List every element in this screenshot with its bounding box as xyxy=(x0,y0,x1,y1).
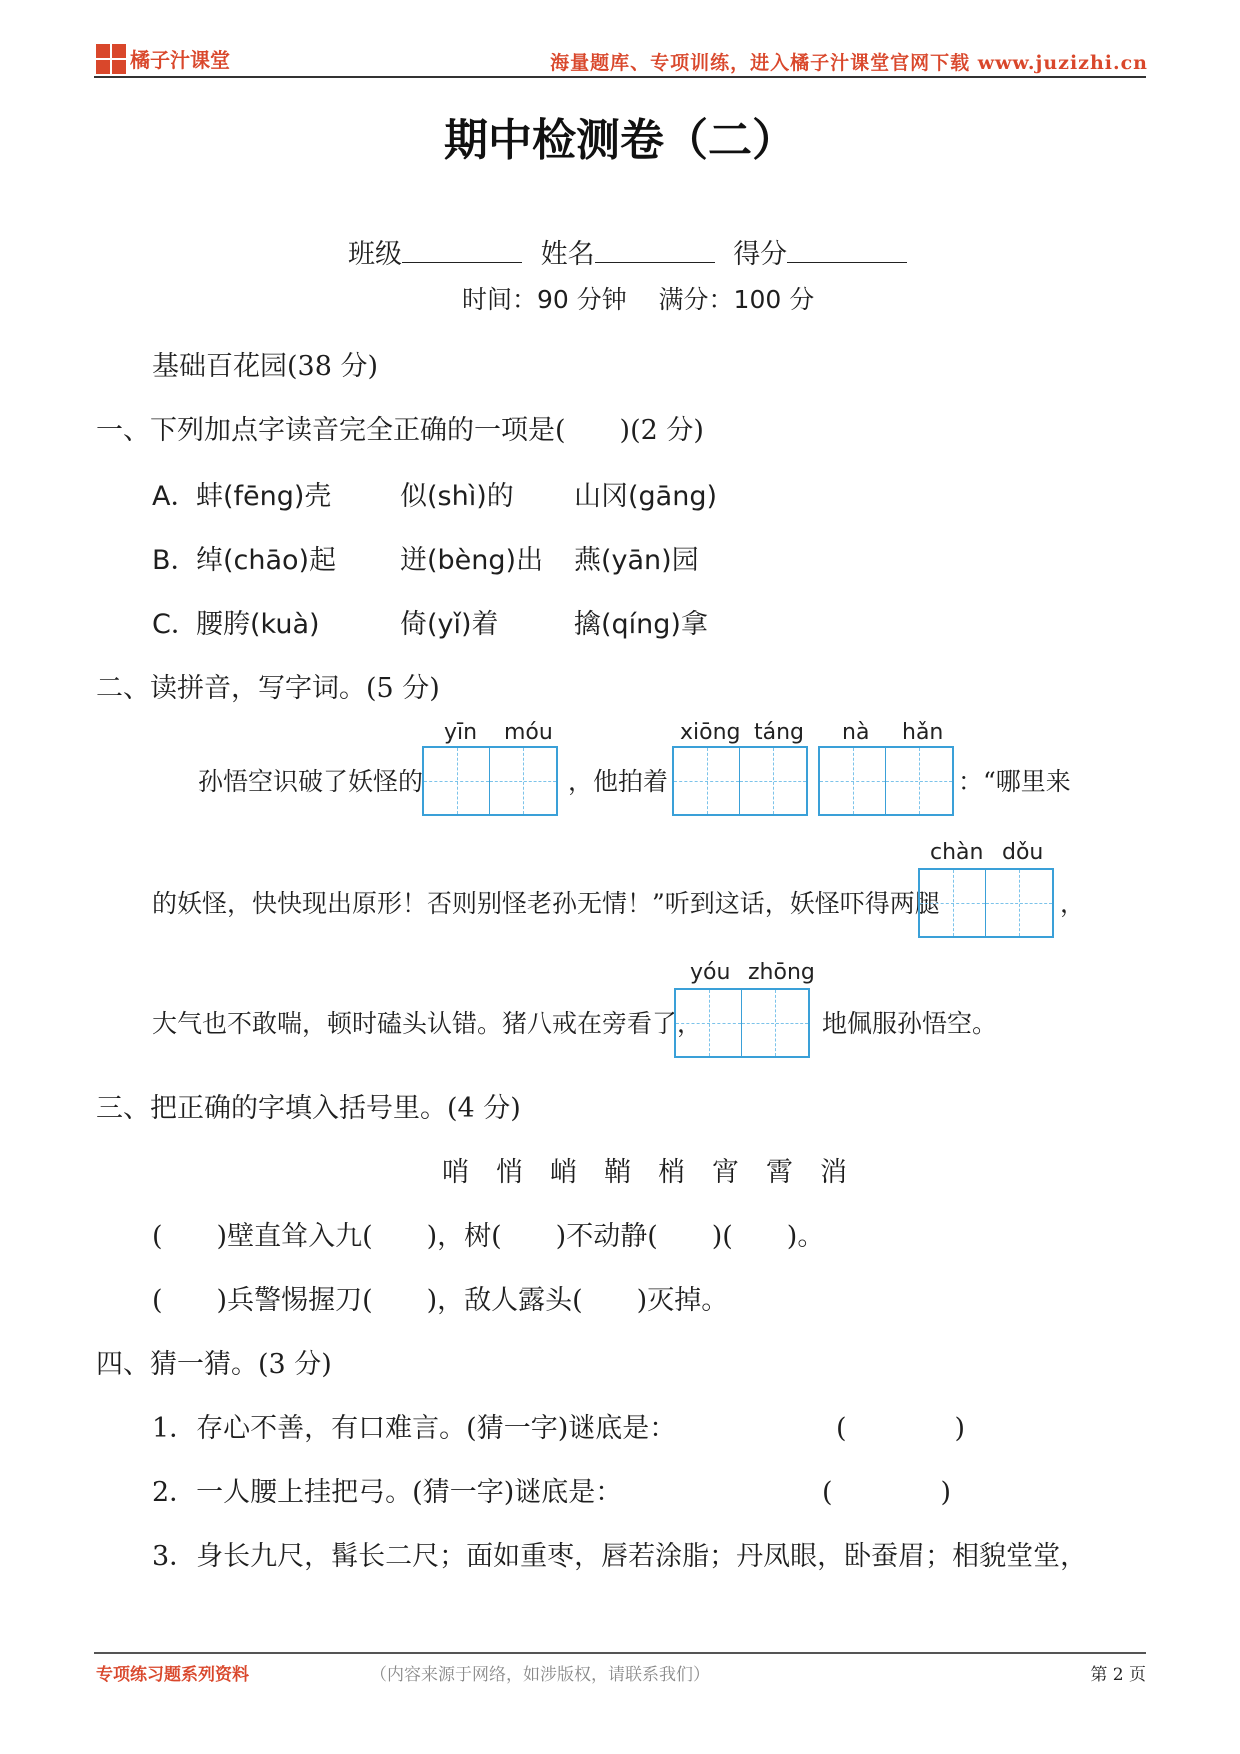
q1-option-item: 燕(yān)园 xyxy=(574,545,699,576)
q3-line-2: ( )兵警惕握刀( )，敌人露头( )灭掉。 xyxy=(152,1285,729,1316)
q1-option-item: 腰胯(kuà) xyxy=(196,609,320,640)
pinyin-label: zhōng xyxy=(748,960,815,985)
q2-text: 的妖怪，快快现出原形！否则别怪老孙无情！”听到这话，妖怪吓得两腿 xyxy=(152,889,940,918)
pinyin-label: hǎn xyxy=(902,720,944,745)
footer-notice: （内容来源于网络，如涉版权，请联系我们） xyxy=(370,1665,710,1685)
page-title: 期中检测卷（二） xyxy=(444,115,796,166)
q1-option-item: 蚌(fēng)壳 xyxy=(196,481,332,512)
q4-answer-1[interactable]: ( ) xyxy=(836,1413,966,1444)
q4-riddle-1: 1．存心不善，有口难言。(猜一字)谜底是： xyxy=(152,1413,677,1444)
section-heading: 基础百花园(38 分) xyxy=(152,351,379,382)
q1-stem: 一、下列加点字读音完全正确的一项是( )(2 分) xyxy=(96,415,704,446)
pinyin-label: chàn xyxy=(930,840,984,865)
brand-name: 橘子汁课堂 xyxy=(130,48,230,72)
q2-text: 大气也不敢喘，顿时磕头认错。猪八戒在旁看了， xyxy=(152,1009,703,1038)
q2-text: 地佩服孙悟空。 xyxy=(822,1009,998,1038)
q2-text: ， xyxy=(1060,889,1086,918)
footer-series: 专项练习题系列资料 xyxy=(96,1665,249,1685)
score-label: 得分 xyxy=(733,239,788,270)
writing-grid-chandou[interactable] xyxy=(918,868,1054,938)
q4-riddle-2: 2．一人腰上挂把弓。(猜一字)谜底是： xyxy=(152,1477,623,1508)
q1-option-item: 似(shì)的 xyxy=(400,481,514,512)
q3-stem: 三、把正确的字填入括号里。(4 分) xyxy=(96,1093,521,1124)
writing-grid-xiongtang[interactable] xyxy=(672,746,808,816)
page-number: 第 2 页 xyxy=(1090,1665,1146,1685)
name-label: 姓名 xyxy=(540,239,595,270)
q1-option-item: 山冈(gāng) xyxy=(574,481,718,512)
q1-option-label: C． xyxy=(152,609,198,640)
class-label: 班级 xyxy=(348,239,402,270)
pinyin-label: yīn xyxy=(444,720,478,745)
q1-option-label: B． xyxy=(152,545,198,576)
q4-answer-2[interactable]: ( ) xyxy=(822,1477,952,1508)
q3-line-1: ( )壁直耸入九( )，树( )不动静( )( )。 xyxy=(152,1221,825,1252)
writing-grid-nahan[interactable] xyxy=(818,746,954,816)
student-info-row xyxy=(348,232,917,271)
q1-option-item: 倚(yǐ)着 xyxy=(400,609,499,640)
q2-stem: 二、读拼音，写字词。(5 分) xyxy=(96,673,440,704)
pinyin-label: xiōng xyxy=(680,720,741,745)
header-tagline: 海量题库、专项训练，进入橘子汁课堂官网下载 www.juzizhi.cn xyxy=(550,52,1148,74)
q4-riddle-3: 3．身长九尺，髯长二尺；面如重枣，唇若涂脂；丹凤眼，卧蚕眉；相貌堂堂， xyxy=(152,1541,1088,1572)
exam-time-line: 时间：90 分钟 满分：100 分 xyxy=(462,285,815,314)
writing-grid-yinmou[interactable] xyxy=(422,746,558,816)
pinyin-label: nà xyxy=(842,720,870,745)
q2-text: 孙悟空识破了妖怪的 xyxy=(198,767,424,796)
footer-divider xyxy=(94,1652,1146,1654)
q1-option-item: 绰(chāo)起 xyxy=(196,545,337,576)
q3-char-bank: 哨 悄 峭 鞘 梢 宵 霄 消 xyxy=(442,1157,847,1188)
pinyin-label: yóu xyxy=(690,960,731,985)
q2-text: ，他拍着 xyxy=(568,767,669,796)
score-blank[interactable] xyxy=(787,238,907,263)
q1-option-item: 迸(bèng)出 xyxy=(400,545,544,576)
q4-stem: 四、猜一猜。(3 分) xyxy=(96,1349,332,1380)
pinyin-label: dǒu xyxy=(1002,840,1044,865)
q1-option-item: 擒(qíng)拿 xyxy=(574,609,708,640)
class-blank[interactable] xyxy=(402,238,522,263)
name-blank[interactable] xyxy=(595,238,715,263)
pinyin-label: táng xyxy=(754,720,805,745)
header-divider xyxy=(94,76,1146,78)
q2-text: ：“哪里来 xyxy=(958,767,1071,796)
q1-option-label: A． xyxy=(152,481,198,512)
writing-grid-youzhong[interactable] xyxy=(674,988,810,1058)
pinyin-label: móu xyxy=(504,720,553,745)
